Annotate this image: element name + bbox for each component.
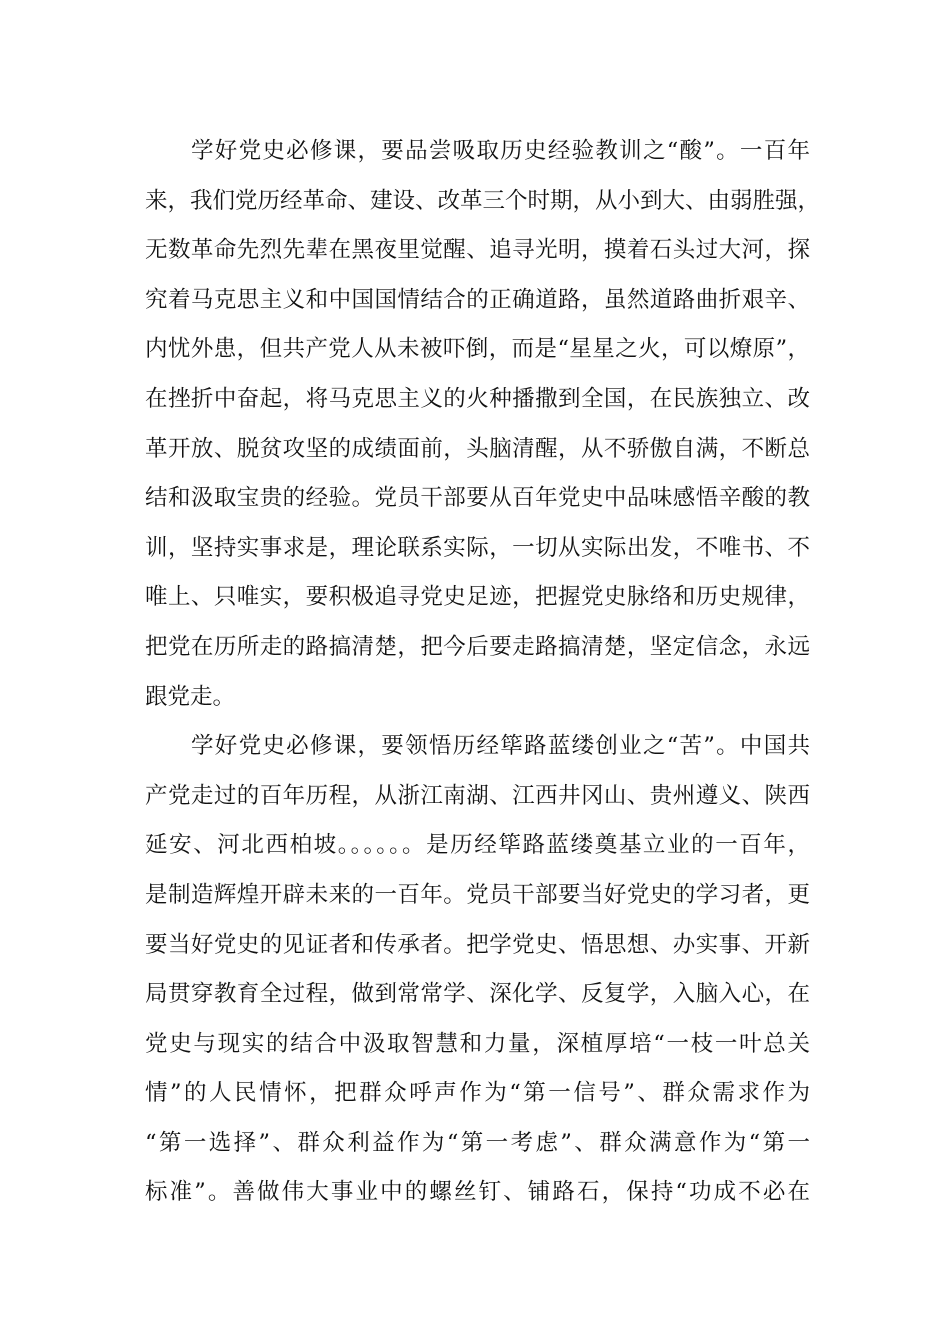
paragraph-1-line-8: 结和汲取宝贵的经验。党员干部要从百年党史中品味感悟辛酸的教 [145, 485, 810, 512]
paragraph-1-line-2: 来，我们党历经革命、建设、改革三个时期，从小到大、由弱胜强， [145, 187, 821, 214]
body-text [145, 127, 821, 1218]
paragraph-2-line-3: 延安、河北西柏坡。。。。。。是历经筚路蓝缕奠基立业的一百年， [145, 832, 810, 859]
paragraph-1-line-10: 唯上、只唯实，要积极追寻党史足迹，把握党史脉络和历史规律， [145, 584, 810, 611]
paragraph-1-line-5: 内忧外患，但共产党人从未被吓倒，而是“星星之火，可以燎原”， [145, 336, 810, 363]
paragraph-1-line-7: 革开放、脱贫攻坚的成绩面前，头脑清醒，从不骄傲自满，不断总 [145, 435, 810, 462]
paragraph-2-line-1: 学好党史必修课，要领悟历经筚路蓝缕创业之“苦”。中国共 [191, 733, 810, 760]
paragraph-2-line-8: 情”的人民情怀，把群众呼声作为“第一信号”、群众需求作为 [145, 1080, 810, 1107]
paragraph-2-line-9: “第一选择”、群众利益作为“第一考虑”、群众满意作为“第一 [145, 1129, 810, 1156]
paragraph-2-line-4: 是制造辉煌开辟未来的一百年。党员干部要当好党史的学习者，更 [145, 881, 810, 908]
paragraph-1-line-3: 无数革命先烈先辈在黑夜里觉醒、追寻光明，摸着石头过大河，探 [145, 237, 810, 264]
paragraph-2-line-7: 党史与现实的结合中汲取智慧和力量，深植厚培“一枝一叶总关 [145, 1030, 810, 1057]
paragraph-1-line-1: 学好党史必修课，要品尝吸取历史经验教训之“酸”。一百年 [191, 138, 810, 164]
paragraph-2-line-10: 标准”。善做伟大事业中的螺丝钉、铺路石，保持“功成不必在 [145, 1179, 810, 1206]
paragraph-1-line-12: 跟党走。 [145, 683, 236, 710]
paragraph-2-line-2: 产党走过的百年历程，从浙江南湖、江西井冈山、贵州遵义、陕西 [145, 782, 810, 809]
paragraph-2-line-5: 要当好党史的见证者和传承者。把学党史、悟思想、办实事、开新 [145, 931, 810, 958]
paragraph-2-line-6: 局贯穿教育全过程，做到常常学、深化学、反复学，入脑入心，在 [145, 981, 810, 1008]
paragraph-1-line-4: 究着马克思主义和中国国情结合的正确道路，虽然道路曲折艰辛、 [145, 286, 810, 313]
paragraph-1-line-9: 训，坚持实事求是，理论联系实际，一切从实际出发，不唯书、不 [145, 534, 810, 561]
paragraph-1-line-6: 在挫折中奋起，将马克思主义的火种播撒到全国，在民族独立、改 [145, 385, 810, 412]
paragraph-1-line-11: 把党在历所走的路搞清楚，把今后要走路搞清楚，坚定信念，永远 [145, 633, 810, 660]
